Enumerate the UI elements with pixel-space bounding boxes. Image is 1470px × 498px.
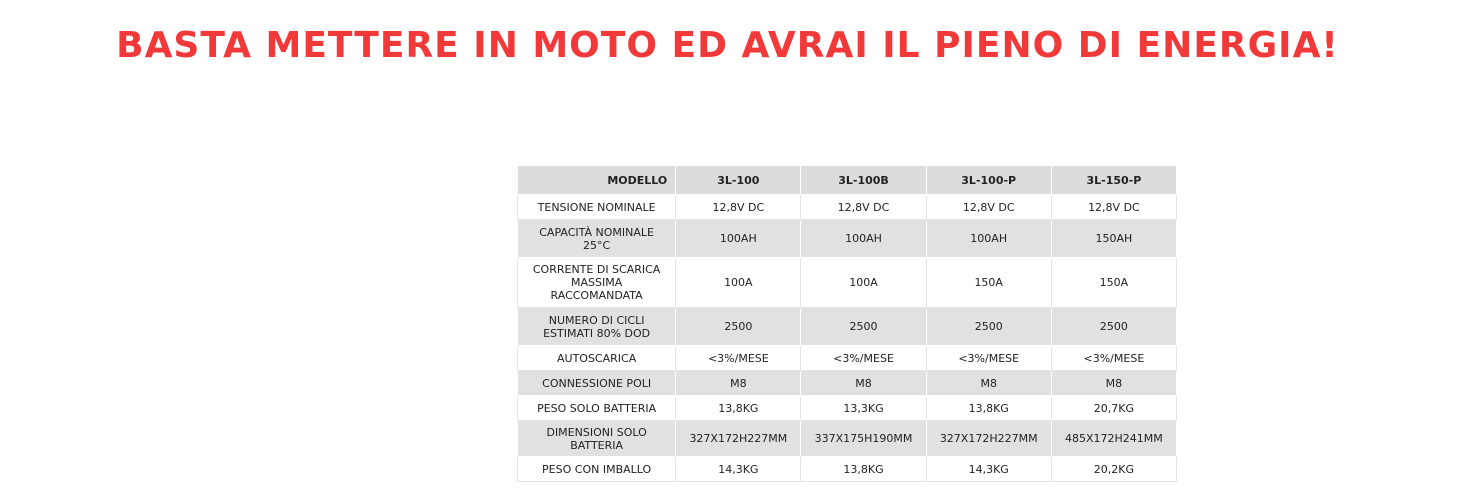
value-cell: M8 [801,371,926,396]
header-model-cell: 3L-100 [676,166,801,195]
table-row [518,371,1177,396]
table-row [518,346,1177,371]
value-cell: 327X172H227MM [676,421,801,457]
value-cell: 337X175H190MM [801,421,926,457]
value-cell: 150AH [1051,220,1176,258]
value-cell: 100AH [926,220,1051,258]
value-cell: 100AH [801,220,926,258]
value-cell: 13,3KG [801,396,926,421]
header-model-cell: 3L-100-P [926,166,1051,195]
value-cell: 2500 [1051,308,1176,346]
value-cell: <3%/MESE [1051,346,1176,371]
header-model-cell: 3L-150-P [1051,166,1176,195]
value-cell: 13,8KG [801,457,926,482]
row-label-cell: CAPACITÀ NOMINALE 25°C [518,220,676,258]
row-label-cell: TENSIONE NOMINALE [518,195,676,220]
spec-table [517,165,1177,482]
table-row [518,457,1177,482]
table-row [518,421,1177,457]
value-cell: 12,8V DC [926,195,1051,220]
value-cell: 13,8KG [926,396,1051,421]
page-headline: BASTA METTERE IN MOTO ED AVRAI IL PIENO DI ENERGIA! [116,25,1339,66]
header-model-cell: 3L-100B [801,166,926,195]
row-label-cell: DIMENSIONI SOLO BATTERIA [518,421,676,457]
table-row [518,396,1177,421]
table-row [518,258,1177,308]
header-label-cell: MODELLO [518,166,676,195]
value-cell: 13,8KG [676,396,801,421]
row-label-cell: PESO CON IMBALLO [518,457,676,482]
value-cell: 2500 [801,308,926,346]
value-cell: 20,7KG [1051,396,1176,421]
value-cell: M8 [1051,371,1176,396]
value-cell: 100A [801,258,926,308]
table-row [518,220,1177,258]
value-cell: M8 [676,371,801,396]
row-label-cell: NUMERO DI CICLI ESTIMATI 80% DOD [518,308,676,346]
value-cell: 12,8V DC [676,195,801,220]
table-row [518,308,1177,346]
value-cell: 2500 [926,308,1051,346]
row-label-cell: PESO SOLO BATTERIA [518,396,676,421]
value-cell: 12,8V DC [801,195,926,220]
value-cell: <3%/MESE [676,346,801,371]
row-label-cell: AUTOSCARICA [518,346,676,371]
value-cell: 150A [926,258,1051,308]
value-cell: 14,3KG [676,457,801,482]
value-cell: 14,3KG [926,457,1051,482]
value-cell: 20,2KG [1051,457,1176,482]
value-cell: 100AH [676,220,801,258]
row-label-cell: CONNESSIONE POLI [518,371,676,396]
value-cell: 327X172H227MM [926,421,1051,457]
value-cell: <3%/MESE [801,346,926,371]
value-cell: <3%/MESE [926,346,1051,371]
table-row [518,195,1177,220]
value-cell: 150A [1051,258,1176,308]
value-cell: 12,8V DC [1051,195,1176,220]
value-cell: M8 [926,371,1051,396]
value-cell: 100A [676,258,801,308]
table-header-row [518,166,1177,195]
row-label-cell: CORRENTE DI SCARICA MASSIMA RACCOMANDATA [518,258,676,308]
value-cell: 485X172H241MM [1051,421,1176,457]
value-cell: 2500 [676,308,801,346]
